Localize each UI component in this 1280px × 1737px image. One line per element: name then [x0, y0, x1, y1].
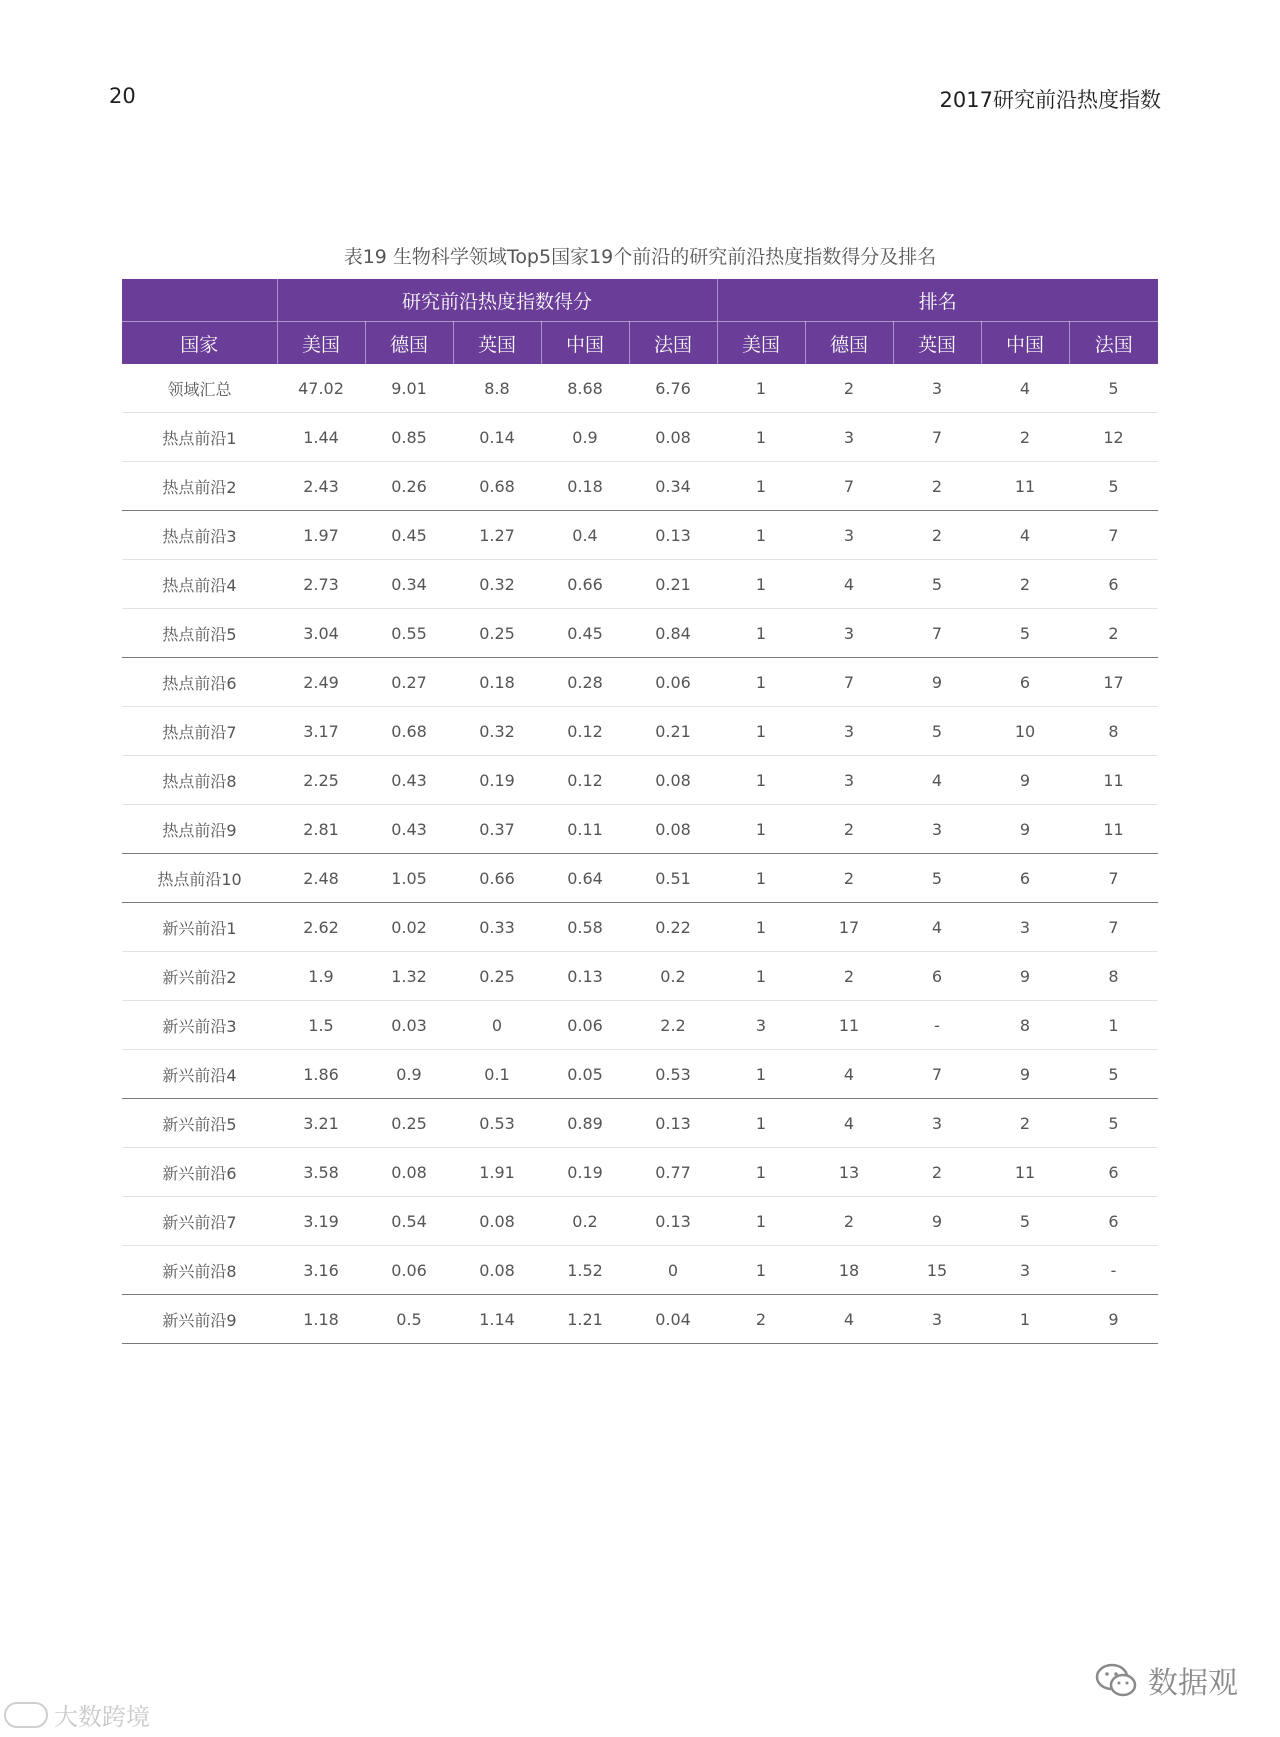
row-label-cell: 热点前沿8 [122, 756, 277, 805]
table-row [122, 560, 1158, 609]
table-cell: 1 [717, 1099, 805, 1148]
table-cell: 9 [1069, 1295, 1158, 1344]
row-label-cell: 热点前沿4 [122, 560, 277, 609]
table-cell: 0.06 [629, 658, 717, 707]
table-cell: 0.06 [365, 1246, 453, 1295]
table-cell: 3 [805, 707, 893, 756]
table-cell: 0.1 [453, 1050, 541, 1099]
table-cell: 0.21 [629, 707, 717, 756]
table-cell: 0.2 [541, 1197, 629, 1246]
column-header: 法国 [629, 322, 717, 365]
table-cell: 1 [717, 560, 805, 609]
table-cell: 12 [1069, 413, 1158, 462]
table-cell: 0.58 [541, 903, 629, 952]
table-cell: 2 [981, 560, 1069, 609]
table-cell: 0.25 [453, 952, 541, 1001]
table-cell: 0.04 [629, 1295, 717, 1344]
table-cell: 1 [717, 511, 805, 560]
table-cell: 1 [717, 854, 805, 903]
table-cell: 5 [1069, 462, 1158, 511]
table-cell: 0.37 [453, 805, 541, 854]
table-cell: 6 [981, 854, 1069, 903]
table-cell: 3 [717, 1001, 805, 1050]
table-cell: 17 [805, 903, 893, 952]
table-cell: 0.08 [629, 756, 717, 805]
table-cell: 1 [717, 658, 805, 707]
table-row [122, 609, 1158, 658]
table-cell: 1 [717, 364, 805, 413]
column-header-row [122, 322, 1158, 365]
table-cell: 1 [717, 805, 805, 854]
table-cell: 0.5 [365, 1295, 453, 1344]
table-cell: 0.51 [629, 854, 717, 903]
table-cell: 1 [717, 462, 805, 511]
table-cell: 0.43 [365, 756, 453, 805]
group-header-row [122, 279, 1158, 322]
table-cell: 6 [893, 952, 981, 1001]
table-cell: 3 [805, 511, 893, 560]
table-cell: 4 [981, 364, 1069, 413]
table-cell: 0.08 [453, 1246, 541, 1295]
table-cell: 3.19 [277, 1197, 365, 1246]
table-cell: 4 [805, 1050, 893, 1099]
row-label-cell: 热点前沿6 [122, 658, 277, 707]
table-cell: 0.25 [453, 609, 541, 658]
table-cell: 2 [981, 1099, 1069, 1148]
column-header: 中国 [981, 322, 1069, 365]
table-cell: 1.5 [277, 1001, 365, 1050]
table-cell: 2.81 [277, 805, 365, 854]
table-cell: 3.58 [277, 1148, 365, 1197]
table-cell: 0.2 [629, 952, 717, 1001]
table-cell: 1 [717, 1050, 805, 1099]
table-cell: 0.27 [365, 658, 453, 707]
table-cell: 0.21 [629, 560, 717, 609]
table-cell: 2 [1069, 609, 1158, 658]
table-cell: 1 [717, 413, 805, 462]
table-cell: 5 [893, 854, 981, 903]
row-label-cell: 热点前沿5 [122, 609, 277, 658]
table-row [122, 1197, 1158, 1246]
table-cell: 2 [893, 462, 981, 511]
table-cell: 9 [893, 1197, 981, 1246]
table-cell: 0.84 [629, 609, 717, 658]
table-cell: 1.86 [277, 1050, 365, 1099]
score-rank-table [122, 279, 1158, 1344]
table-cell: 0.89 [541, 1099, 629, 1148]
row-label-cell: 热点前沿2 [122, 462, 277, 511]
table-cell: 0.13 [541, 952, 629, 1001]
table-cell: 0.14 [453, 413, 541, 462]
table-cell: 0.77 [629, 1148, 717, 1197]
table-cell: 1.32 [365, 952, 453, 1001]
table-cell: 2.43 [277, 462, 365, 511]
table-cell: 0.45 [541, 609, 629, 658]
table-cell: 0.4 [541, 511, 629, 560]
table-cell: 2.73 [277, 560, 365, 609]
table-row [122, 413, 1158, 462]
table-cell: 0.45 [365, 511, 453, 560]
table-cell: 1.18 [277, 1295, 365, 1344]
table-cell: 0.13 [629, 1099, 717, 1148]
table-row [122, 658, 1158, 707]
table-row [122, 1050, 1158, 1099]
page-number: 20 [109, 84, 136, 108]
watermark-right-text: 数据观 [1148, 1666, 1238, 1701]
table-cell: 0 [453, 1001, 541, 1050]
table-cell: 11 [1069, 756, 1158, 805]
table-cell: 3.21 [277, 1099, 365, 1148]
table-cell: 8 [1069, 707, 1158, 756]
table-cell: 0.55 [365, 609, 453, 658]
table-cell: 3 [893, 1099, 981, 1148]
table-cell: 7 [893, 609, 981, 658]
table-cell: 2 [717, 1295, 805, 1344]
table-cell: 6.76 [629, 364, 717, 413]
table-cell: 11 [1069, 805, 1158, 854]
group-header-score: 研究前沿热度指数得分 [277, 279, 717, 322]
table-body [122, 364, 1158, 1344]
table-cell: 7 [805, 658, 893, 707]
table-cell: 17 [1069, 658, 1158, 707]
table-cell: 5 [1069, 1050, 1158, 1099]
table-row [122, 1148, 1158, 1197]
table-cell: 8.8 [453, 364, 541, 413]
table-cell: 0.53 [629, 1050, 717, 1099]
table-cell: 7 [1069, 511, 1158, 560]
row-label-cell: 新兴前沿4 [122, 1050, 277, 1099]
table-cell: 0.28 [541, 658, 629, 707]
row-label-cell: 热点前沿3 [122, 511, 277, 560]
table-cell: 47.02 [277, 364, 365, 413]
row-label-cell: 新兴前沿5 [122, 1099, 277, 1148]
watermark-left-text: 大数跨境 [54, 1703, 150, 1731]
table-cell: 0.06 [541, 1001, 629, 1050]
table-cell: 1 [717, 609, 805, 658]
table-row [122, 805, 1158, 854]
table-cell: 0.54 [365, 1197, 453, 1246]
table-row [122, 854, 1158, 903]
table-cell: 0.22 [629, 903, 717, 952]
table-cell: 6 [1069, 560, 1158, 609]
table-cell: 2 [981, 413, 1069, 462]
table-cell: 0.43 [365, 805, 453, 854]
table-row [122, 1001, 1158, 1050]
table-cell: 3 [981, 1246, 1069, 1295]
table-cell: 0.85 [365, 413, 453, 462]
table-cell: 0.34 [365, 560, 453, 609]
table-cell: 0.02 [365, 903, 453, 952]
table-cell: 1 [717, 1246, 805, 1295]
table-cell: 1 [717, 1197, 805, 1246]
table-cell: 1.52 [541, 1246, 629, 1295]
table-cell: 0.53 [453, 1099, 541, 1148]
brand-logo-icon [4, 1702, 48, 1728]
table-cell: 0.32 [453, 707, 541, 756]
table-cell: 0.68 [365, 707, 453, 756]
table-cell: 0.9 [365, 1050, 453, 1099]
table-cell: 1 [717, 903, 805, 952]
table-cell: 3.17 [277, 707, 365, 756]
table-cell: 6 [1069, 1148, 1158, 1197]
table-cell: 0.26 [365, 462, 453, 511]
table-cell: 11 [805, 1001, 893, 1050]
table-cell: 0.9 [541, 413, 629, 462]
table-cell: 3 [893, 1295, 981, 1344]
table-cell: 1.27 [453, 511, 541, 560]
column-header: 国家 [122, 322, 277, 365]
table-row [122, 364, 1158, 413]
table-cell: 1.97 [277, 511, 365, 560]
table-cell: 18 [805, 1246, 893, 1295]
column-header: 英国 [453, 322, 541, 365]
row-label-cell: 领域汇总 [122, 364, 277, 413]
table-cell: 5 [981, 1197, 1069, 1246]
row-label-cell: 新兴前沿1 [122, 903, 277, 952]
table-cell: 3 [981, 903, 1069, 952]
table-cell: 0.13 [629, 1197, 717, 1246]
table-cell: 4 [805, 1099, 893, 1148]
table-cell: 1 [717, 756, 805, 805]
row-label-cell: 新兴前沿9 [122, 1295, 277, 1344]
table-cell: 0.68 [453, 462, 541, 511]
table-row [122, 511, 1158, 560]
table-cell: 0.18 [541, 462, 629, 511]
column-header: 美国 [277, 322, 365, 365]
table-cell: 5 [893, 560, 981, 609]
table-cell: 1.9 [277, 952, 365, 1001]
table-cell: 0.08 [629, 413, 717, 462]
row-label-cell: 新兴前沿8 [122, 1246, 277, 1295]
table-cell: 4 [893, 756, 981, 805]
row-label-cell: 热点前沿1 [122, 413, 277, 462]
running-title: 2017研究前沿热度指数 [939, 88, 1161, 112]
table-caption: 表19 生物科学领域Top5国家19个前沿的研究前沿热度指数得分及排名 [343, 246, 937, 268]
table-cell: 1 [717, 707, 805, 756]
table-cell: 4 [981, 511, 1069, 560]
table-cell: 8.68 [541, 364, 629, 413]
table-cell: 8 [1069, 952, 1158, 1001]
table-cell: 3.16 [277, 1246, 365, 1295]
row-label-cell: 新兴前沿3 [122, 1001, 277, 1050]
table-cell: 3 [805, 413, 893, 462]
row-label-cell: 新兴前沿6 [122, 1148, 277, 1197]
table-cell: 0.19 [541, 1148, 629, 1197]
table-cell: 7 [893, 1050, 981, 1099]
table-cell: 9 [893, 658, 981, 707]
table-cell: 0.03 [365, 1001, 453, 1050]
table-row [122, 1099, 1158, 1148]
table-cell: 9 [981, 1050, 1069, 1099]
table-header [122, 279, 1158, 364]
table-row [122, 903, 1158, 952]
table-cell: 10 [981, 707, 1069, 756]
row-label-cell: 新兴前沿7 [122, 1197, 277, 1246]
table-row [122, 707, 1158, 756]
table-cell: 0.25 [365, 1099, 453, 1148]
table-cell: 3 [805, 756, 893, 805]
table-row [122, 756, 1158, 805]
table-cell: 2 [893, 1148, 981, 1197]
table-cell: 2.25 [277, 756, 365, 805]
table-cell: 13 [805, 1148, 893, 1197]
table-row [122, 462, 1158, 511]
table-cell: 1.91 [453, 1148, 541, 1197]
table-cell: 2 [805, 952, 893, 1001]
table-cell: 2.62 [277, 903, 365, 952]
table-cell: 2 [805, 1197, 893, 1246]
table-cell: 2.2 [629, 1001, 717, 1050]
row-label-cell: 热点前沿9 [122, 805, 277, 854]
table-cell: 2 [805, 805, 893, 854]
table-cell: 2.48 [277, 854, 365, 903]
table-cell: 0.12 [541, 756, 629, 805]
column-header: 中国 [541, 322, 629, 365]
table-cell: 7 [1069, 903, 1158, 952]
table-cell: 9 [981, 756, 1069, 805]
table-cell: 7 [893, 413, 981, 462]
table-cell: 1 [717, 952, 805, 1001]
column-header: 美国 [717, 322, 805, 365]
table-cell: 2 [805, 364, 893, 413]
table-cell: - [1069, 1246, 1158, 1295]
table-cell: 1 [981, 1295, 1069, 1344]
column-header: 英国 [893, 322, 981, 365]
table-cell: 11 [981, 1148, 1069, 1197]
watermark-left [4, 1697, 150, 1732]
table-cell: 1.44 [277, 413, 365, 462]
table-cell: 9 [981, 805, 1069, 854]
table-cell: 5 [1069, 364, 1158, 413]
table-cell: 1 [717, 1148, 805, 1197]
table-cell: 5 [1069, 1099, 1158, 1148]
table-cell: 3.04 [277, 609, 365, 658]
table-cell: 2 [805, 854, 893, 903]
table-row [122, 1295, 1158, 1344]
table-cell: 0.19 [453, 756, 541, 805]
table-cell: 9.01 [365, 364, 453, 413]
table-cell: 11 [981, 462, 1069, 511]
table-cell: 2 [893, 511, 981, 560]
table-cell: 0.13 [629, 511, 717, 560]
table-cell: 0.08 [629, 805, 717, 854]
table-cell: 15 [893, 1246, 981, 1295]
table-cell: 0.18 [453, 658, 541, 707]
row-label-cell: 热点前沿10 [122, 854, 277, 903]
table-cell: 2.49 [277, 658, 365, 707]
table-cell: 0.34 [629, 462, 717, 511]
wechat-icon [1094, 1660, 1140, 1700]
table-cell: - [893, 1001, 981, 1050]
table-cell: 0.66 [453, 854, 541, 903]
table-cell: 5 [981, 609, 1069, 658]
table-cell: 0.11 [541, 805, 629, 854]
table-cell: 3 [893, 364, 981, 413]
table-cell: 3 [893, 805, 981, 854]
table-cell: 1.05 [365, 854, 453, 903]
table-cell: 8 [981, 1001, 1069, 1050]
group-header-rank: 排名 [717, 279, 1158, 322]
table-cell: 6 [1069, 1197, 1158, 1246]
table-row [122, 952, 1158, 1001]
row-label-cell: 热点前沿7 [122, 707, 277, 756]
column-header: 德国 [805, 322, 893, 365]
table-cell: 0.66 [541, 560, 629, 609]
table-cell: 0.64 [541, 854, 629, 903]
table-cell: 3 [805, 609, 893, 658]
table-cell: 9 [981, 952, 1069, 1001]
table-cell: 0.32 [453, 560, 541, 609]
table-cell: 7 [1069, 854, 1158, 903]
table-cell: 0 [629, 1246, 717, 1295]
table-cell: 6 [981, 658, 1069, 707]
column-header: 德国 [365, 322, 453, 365]
table-cell: 0.08 [453, 1197, 541, 1246]
table-cell: 0.08 [365, 1148, 453, 1197]
column-header: 法国 [1069, 322, 1158, 365]
table-cell: 4 [893, 903, 981, 952]
table-cell: 4 [805, 560, 893, 609]
table-cell: 0.05 [541, 1050, 629, 1099]
table-cell: 5 [893, 707, 981, 756]
table-cell: 7 [805, 462, 893, 511]
table-row [122, 1246, 1158, 1295]
table-cell: 4 [805, 1295, 893, 1344]
table-cell: 0.12 [541, 707, 629, 756]
row-label-cell: 新兴前沿2 [122, 952, 277, 1001]
table-cell: 0.33 [453, 903, 541, 952]
header-blank-cell [122, 279, 277, 322]
table-cell: 1.21 [541, 1295, 629, 1344]
watermark-right [1094, 1658, 1238, 1702]
table-cell: 1.14 [453, 1295, 541, 1344]
table-cell: 1 [1069, 1001, 1158, 1050]
